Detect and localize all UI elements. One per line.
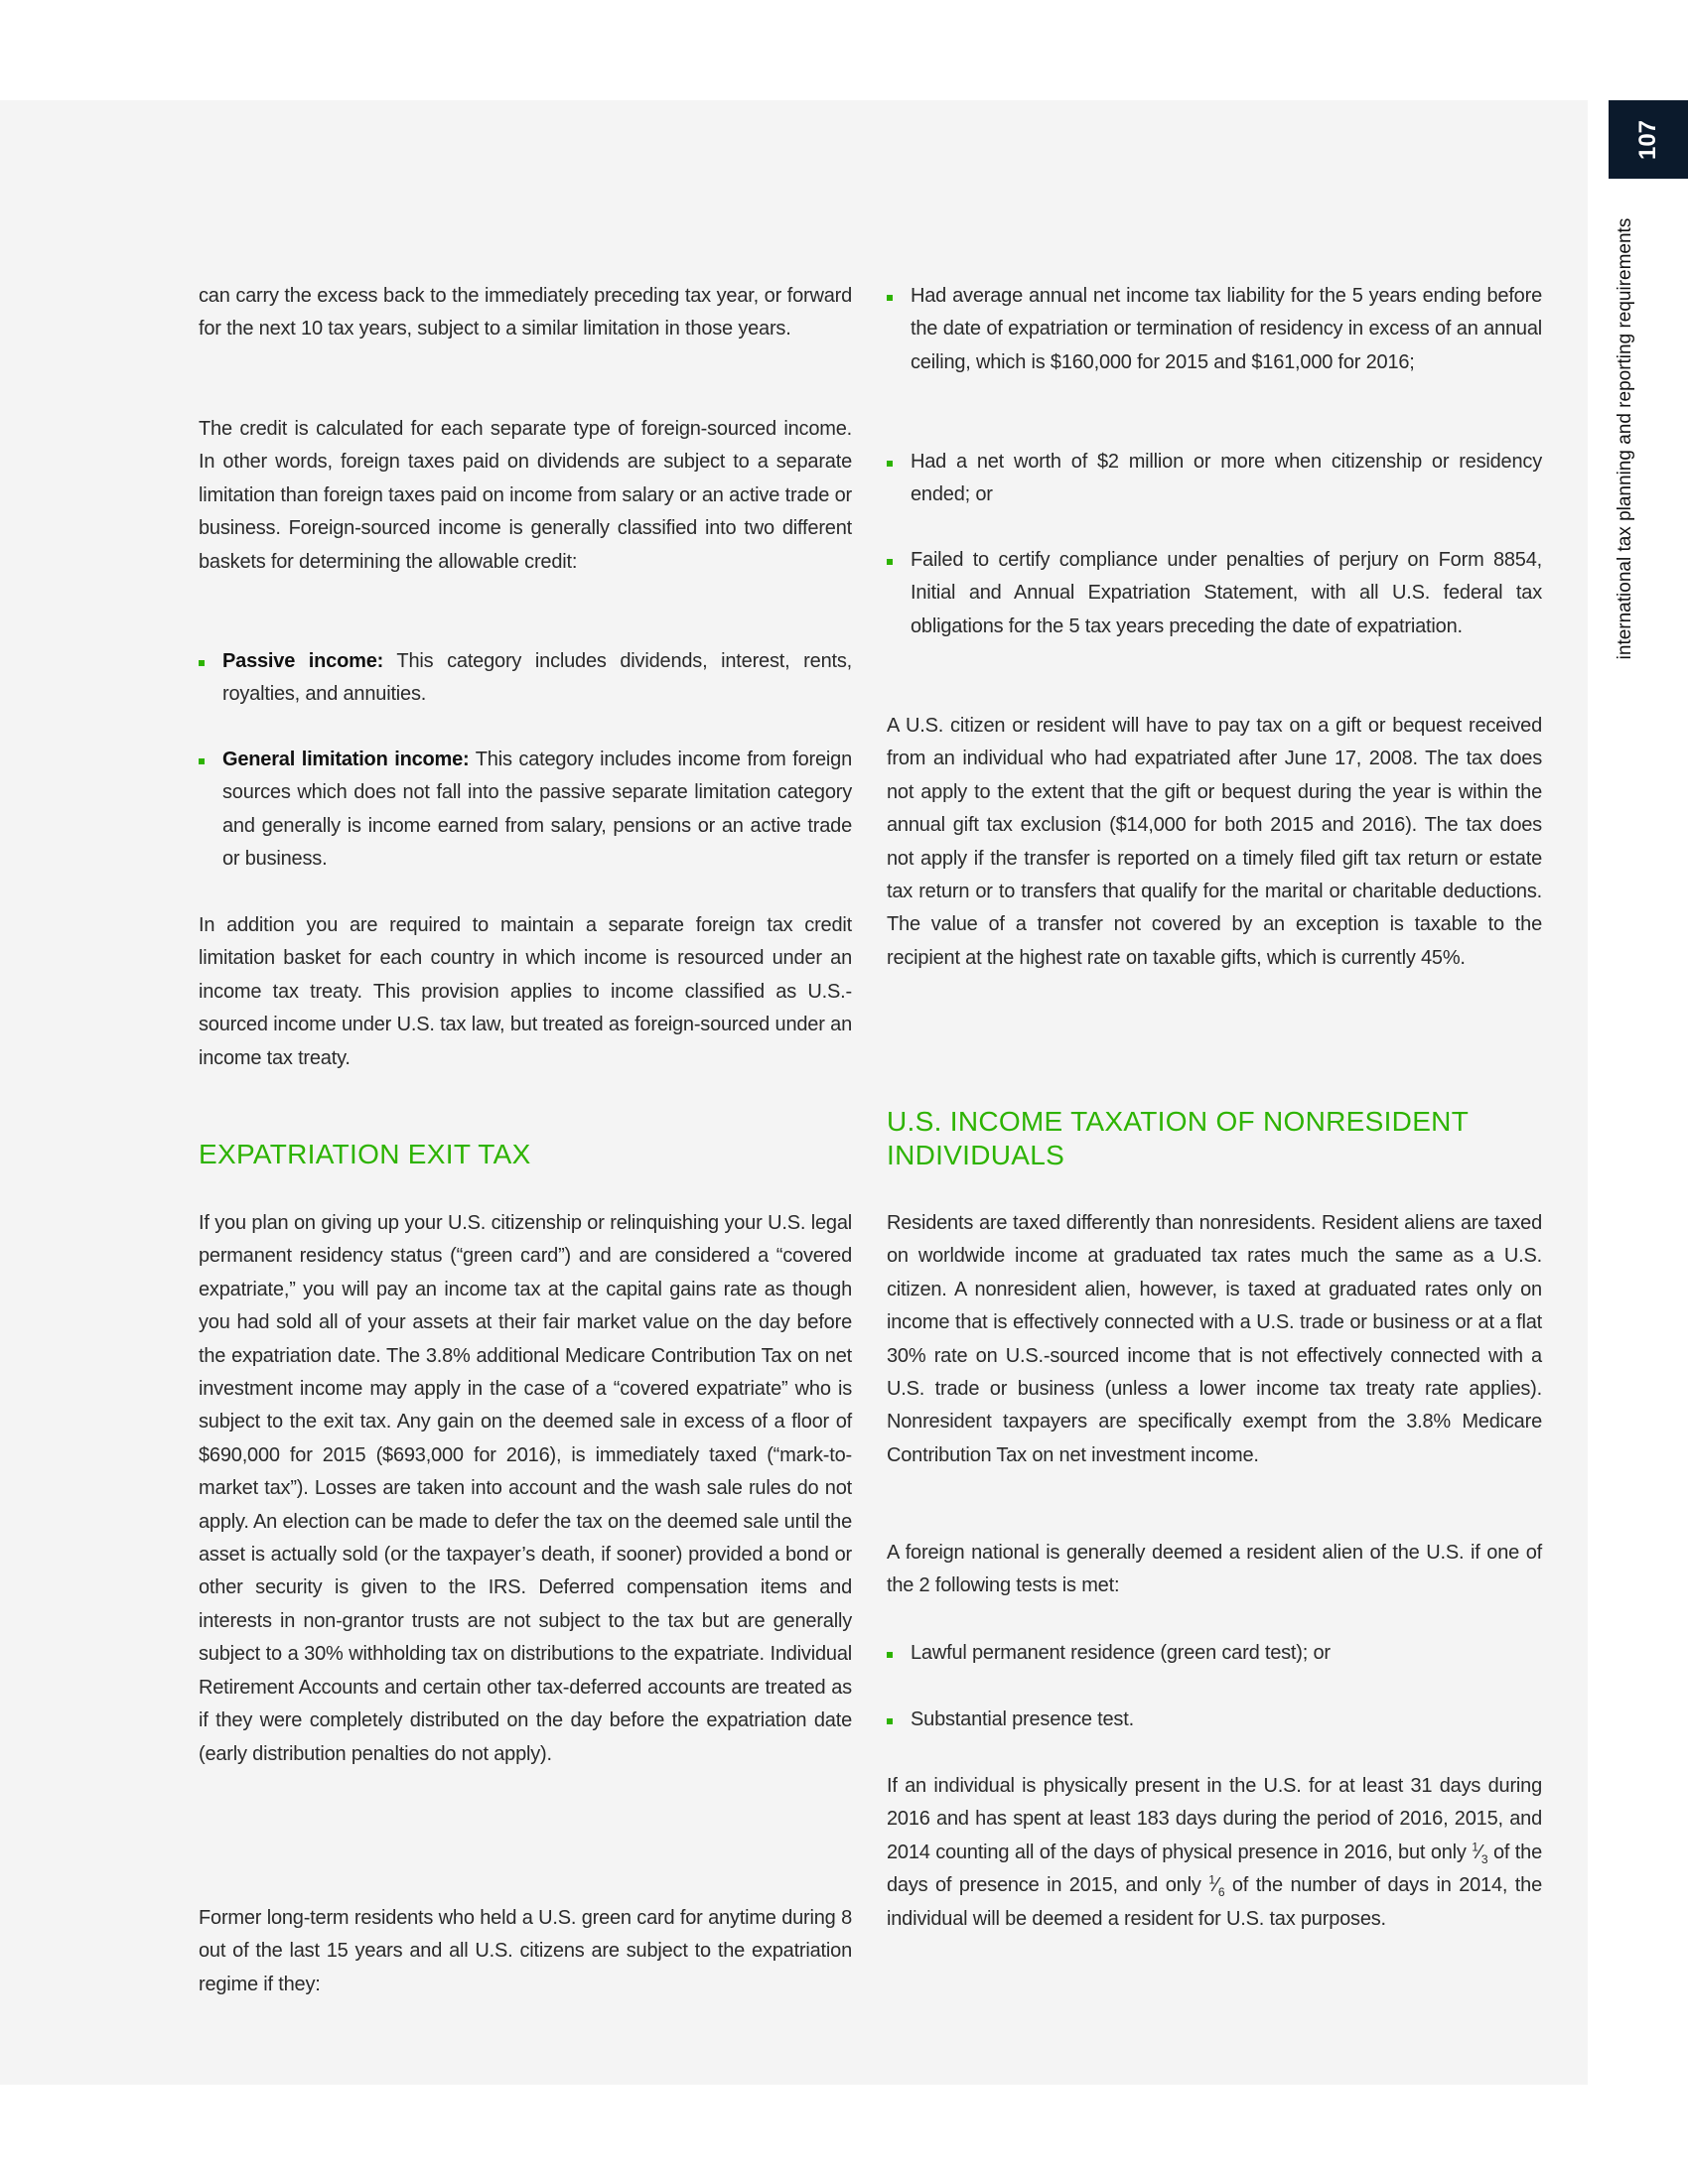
list-item: Lawful permanent residence (green card test); or xyxy=(887,1637,1542,1670)
bullet-text: This category includes income from foreign sources which does not fall into the passive separate limitation category and generally is income earned from salary, pensions or an active trade or business. xyxy=(222,749,853,871)
paragraph: If an individual is physically present in the U.S. for at least 31 days during 2016 and has spent at least 183 days during the period of 2016, 2015, and 2014 counting all of the days of physical presence in 2016, but only $^1⁄_3$ of the days of presence in 2015, and only $^1⁄_6$ of the number of days in 2014, the individual will be deemed a resident for U.S. tax purposes. xyxy=(887,1775,1542,1930)
page-number-tab xyxy=(1609,100,1688,179)
section-heading: EXPATRIATION EXIT TAX xyxy=(199,1139,531,1169)
bullet-term: General limitation income: xyxy=(222,749,470,770)
section-heading: U.S. INCOME TAXATION OF NONRESIDENT INDIVIDUALS xyxy=(887,1106,1469,1170)
text: If an individual is physically present in the U.S. for at least 31 days during 2016 and has spent at least 183 days during the period of 2016, 2015, and 2014 counting all of the days of physical presence in 2016, but only xyxy=(887,1775,1542,1863)
paragraph: In addition you are required to maintain a separate foreign tax credit limitation basket for each country in which income is resourced under an income tax treaty. This provision applies to income classified as U.S.-sourced income under U.S. tax law, but treated as foreign-sourced under an income tax treaty. xyxy=(199,914,852,1069)
paragraph: A foreign national is generally deemed a resident alien of the U.S. if one of the 2 following tests is met: xyxy=(887,1542,1542,1597)
text: of the days of presence in 2015, and only xyxy=(887,1841,1542,1897)
fraction-numerator: 1 xyxy=(1208,1872,1215,1887)
page-number: 107 xyxy=(1634,119,1661,160)
bullet-term: Passive income: xyxy=(222,650,384,672)
paragraph: Residents are taxed differently than nonresidents. Resident aliens are taxed on worldwide income at graduated tax rates much the same as a U.S. citizen. A nonresident alien, however, is taxed at graduated rates only on income that is effectively connected with a U.S. trade or business or at a flat 30% rate on U.S.-sourced income that is not effectively connected with a U.S. trade or business (unless a lower income tax treaty rate applies). Nonresident taxpayers are specifically exempt from the 3.8% Medicare Contribution Tax on net investment income. xyxy=(887,1212,1542,1466)
list-item: Had a net worth of $2 million or more when citizenship or residency ended; or xyxy=(887,446,1542,512)
paragraph: can carry the excess back to the immediately preceding tax year, or forward for the next 10 tax years, subject to a similar limitation in those years. xyxy=(199,285,852,341)
section-title: international tax planning and reporting requirements xyxy=(1615,217,1635,660)
paragraph: Former long-term residents who held a U.S. green card for anytime during 8 out of the last 15 years and all U.S. citizens are subject to the expatriation regime if they: xyxy=(199,1907,852,1995)
paragraph: If you plan on giving up your U.S. citizenship or relinquishing your U.S. legal permanent residency status (“green card”) and are considered a “covered expatriate,” you will pay an income tax at the capital gains rate as though you had sold all of your assets at their fair market value on the day before the expatriation date. The 3.8% additional Medicare Contribution Tax on net investment income may apply in the case of a “covered expatriate” who is subject to the exit tax. Any gain on the deemed sale in excess of a floor of $690,000 for 2015 ($693,000 for 2016), is immediately taxed (“mark-to-market tax”). Losses are taken into account and the wash sale rules do not apply. An election can be made to defer the tax on the deemed sale until the asset is actually sold (or the taxpayer’s death, if sooner) provided a bond or other security is given to the IRS. Deferred compensation items and interests in non-grantor trusts are not subject to the tax but are generally subject to a 30% withholding tax on distributions to the expatriate. Individual Retirement Accounts and certain other tax-deferred accounts are treated as if they were completely distributed on the day before the expatriation date (early distribution penalties do not apply). xyxy=(199,1212,852,1765)
fraction-denominator: 6 xyxy=(1217,1885,1225,1900)
paragraph: A U.S. citizen or resident will have to pay tax on a gift or bequest received from an individual who had expatriated after June 17, 2008. The tax does not apply to the extent that the gift or bequest during the year is within the annual gift tax exclusion ($14,000 for both 2015 and 2016). The tax does not apply if the transfer is reported on a timely filed gift tax return or estate tax return or to transfers that qualify for the marital or charitable deductions. The value of a transfer not covered by an exception is taxable to the recipient at the highest rate on taxable gifts, which is currently 45%. xyxy=(887,715,1542,969)
list-item: Had average annual net income tax liability for the 5 years ending before the date of expatriation or termination of residency in excess of an annual ceiling, which is $160,000 for 2015 and $161,000 for 2016; xyxy=(887,280,1542,379)
text: of the number of days in 2014, the individual will be deemed a resident for U.S. tax purposes. xyxy=(887,1874,1542,1930)
list-item: Failed to certify compliance under penalties of perjury on Form 8854, Initial and Annual Expatriation Statement, with all U.S. federal tax obligations for the 5 tax years preceding the date of expatriation. xyxy=(887,544,1542,643)
list-item: Substantial presence test. xyxy=(887,1704,1542,1736)
bullet-text: This category includes dividends, interest, rents, royalties, and annuities. xyxy=(222,650,852,706)
paragraph: The credit is calculated for each separate type of foreign-sourced income. In other words, foreign taxes paid on dividends are subject to a separate limitation than foreign taxes paid on income from salary or an active trade or business. Foreign-sourced income is generally classified into two different baskets for determining the allowable credit: xyxy=(199,418,852,573)
fraction-denominator: 3 xyxy=(1480,1851,1488,1866)
list-item xyxy=(199,744,852,877)
fraction-numerator: 1 xyxy=(1472,1840,1478,1854)
list-item xyxy=(199,645,852,712)
